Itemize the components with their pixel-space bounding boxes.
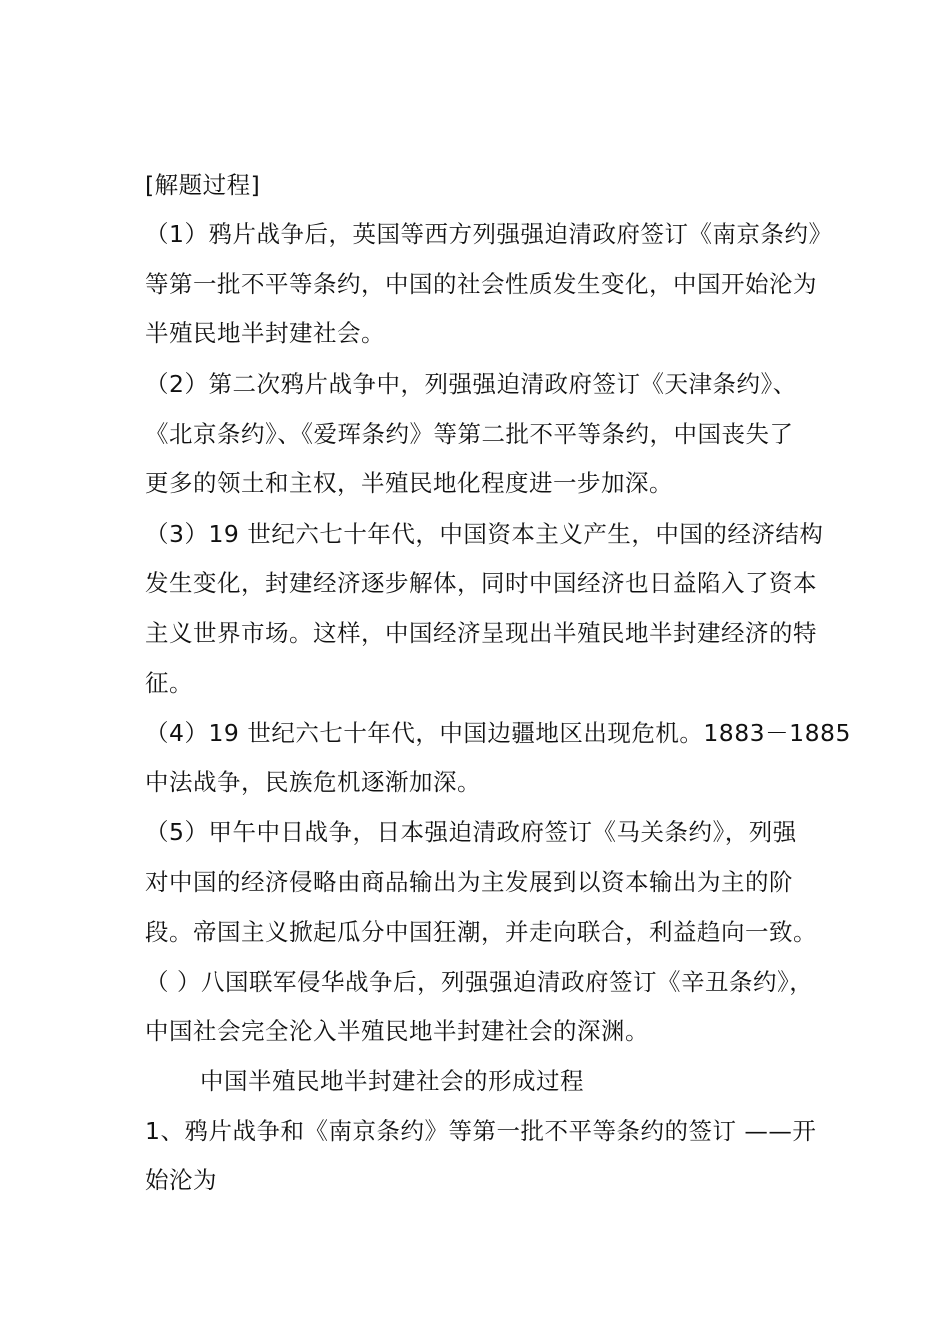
text-line: 主义世界市场。这样，中国经济呈现出半殖民地半封建经济的特 <box>145 619 817 647</box>
text-line: 等第一批不平等条约，中国的社会性质发生变化，中国开始沦为 <box>145 270 817 298</box>
text-line: 段。帝国主义掀起瓜分中国狂潮，并走向联合，利益趋向一致。 <box>145 918 817 946</box>
text-line: （4）19 世纪六七十年代，中国边疆地区出现危机。1883－1885 <box>145 719 851 747</box>
text-line: （3）19 世纪六七十年代，中国资本主义产生，中国的经济结构 <box>145 520 824 548</box>
centered-subtitle: 中国半殖民地半封建社会的形成过程 <box>200 1067 584 1095</box>
text-line: 始沦为 <box>145 1166 217 1194</box>
text-line: （1）鸦片战争后，英国等西方列强强迫清政府签订《南京条约》 <box>145 220 833 248</box>
text-line: 更多的领土和主权，半殖民地化程度进一步加深。 <box>145 469 673 497</box>
text-line: （ ）八国联军侵华战争后，列强强迫清政府签订《辛丑条约》， <box>145 968 814 996</box>
text-line: 发生变化，封建经济逐步解体，同时中国经济也日益陷入了资本 <box>145 569 817 597</box>
text-line: 半殖民地半封建社会。 <box>145 319 385 347</box>
text-line: 《北京条约》、《爱珲条约》等第二批不平等条约，中国丧失了 <box>145 420 794 448</box>
text-line: （2）第二次鸦片战争中，列强强迫清政府签订《天津条约》、 <box>145 370 797 398</box>
section-heading: [解题过程] <box>145 171 261 199</box>
text-line: 中法战争，民族危机逐渐加深。 <box>145 768 481 796</box>
text-line: 征。 <box>145 669 193 697</box>
text-line: 1、鸦片战争和《南京条约》等第一批不平等条约的签订 ——开 <box>145 1117 817 1145</box>
text-line: 中国社会完全沦入半殖民地半封建社会的深渊。 <box>145 1017 649 1045</box>
text-line: 对中国的经济侵略由商品输出为主发展到以资本输出为主的阶 <box>145 868 793 896</box>
text-line: （5）甲午中日战争，日本强迫清政府签订《马关条约》，列强 <box>145 818 797 846</box>
